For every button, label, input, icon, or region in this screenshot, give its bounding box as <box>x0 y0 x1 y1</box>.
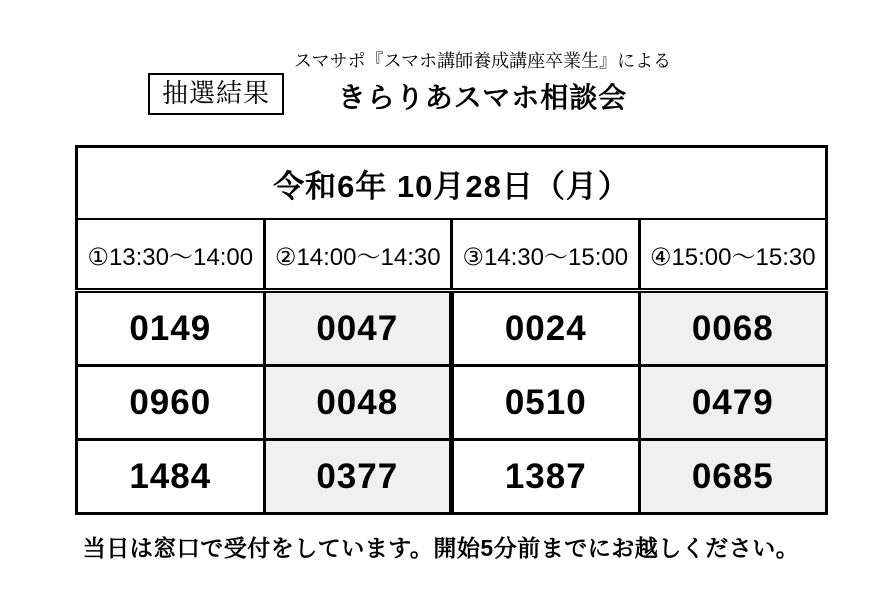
lottery-number-cell: 0377 <box>264 440 452 514</box>
event-subtitle: スマサポ『スマホ講師養成講座卒業生』による <box>293 51 672 71</box>
lottery-number-cell: 0047 <box>264 291 452 366</box>
number-row-1 <box>77 291 827 366</box>
date-title: 令和6年 10月28日（月） <box>77 147 827 220</box>
lottery-number-cell: 1484 <box>77 440 265 514</box>
lottery-number-cell: 0024 <box>452 291 640 366</box>
results-table <box>75 145 828 515</box>
lottery-number-cell: 0479 <box>639 366 827 440</box>
lottery-number-cell: 0048 <box>264 366 452 440</box>
lottery-number-cell: 0685 <box>639 440 827 514</box>
event-title: きらりあスマホ相談会 <box>337 81 628 113</box>
lottery-number-cell: 0149 <box>77 291 265 366</box>
time-slot-header-row <box>77 219 827 291</box>
time-slot-header-3: ③14:30～15:00 <box>452 219 640 291</box>
lottery-number-cell: 0960 <box>77 366 265 440</box>
number-row-3 <box>77 440 827 514</box>
reception-note: 当日は窓口で受付をしています。開始5分前までにお越しください。 <box>82 535 800 561</box>
lottery-number-cell: 1387 <box>452 440 640 514</box>
time-slot-header-2: ②14:00～14:30 <box>264 219 452 291</box>
time-slot-header-1: ①13:30～14:00 <box>77 219 265 291</box>
event-title-block <box>250 50 715 116</box>
time-slot-header-4: ④15:00～15:30 <box>639 219 827 291</box>
date-row <box>77 147 827 220</box>
number-row-2 <box>77 366 827 440</box>
lottery-number-cell: 0510 <box>452 366 640 440</box>
result-badge: 抽選結果 <box>148 73 284 115</box>
lottery-number-cell: 0068 <box>639 291 827 366</box>
